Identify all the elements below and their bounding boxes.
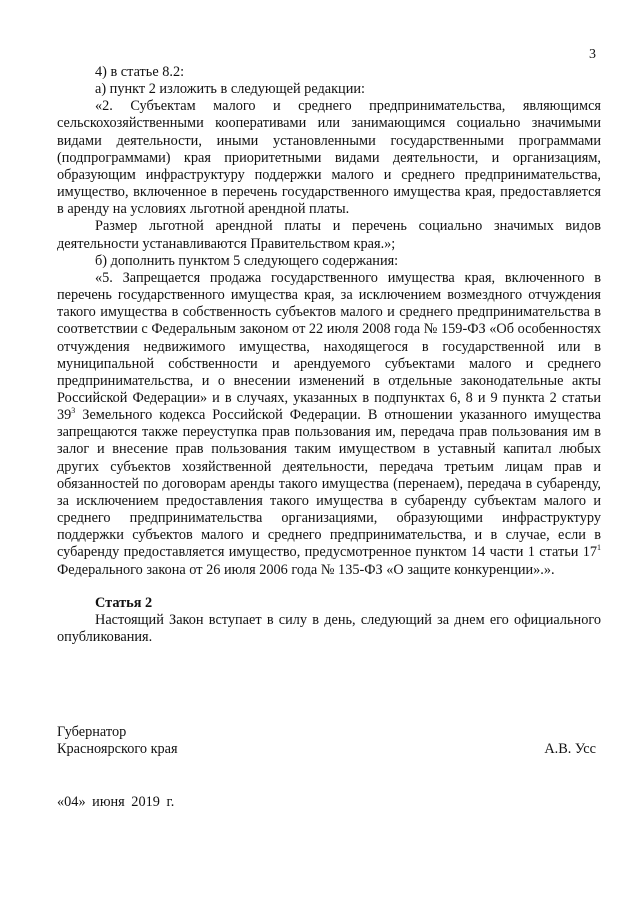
- signatory-region: Красноярского края: [57, 741, 178, 757]
- page-number: 3: [589, 47, 596, 62]
- paragraph-5-part-1: «5. Запрещается продажа государственного имущества края, включенного в перечень государственного имущества края, за исключением возмездного отчуждения такого имущества в собственность субъектов малого и среднего предпринимательства в соответствии с Федеральным законом от 22 июля 2008 года № 159-ФЗ «Об особенностях отчуждения недвижимого имущества, находящегося в государственной или в муниципальной собственности и арендуемого субъектами малого и среднего предпринимательства, и о внесении изменений в отдельные законодательные акты Российской Федерации» и в случаях, указанных в подпунктах 6, 8 и 9 пункта 2 статьи 39: [57, 269, 601, 424]
- signatory-title: Губернатор: [57, 724, 127, 740]
- subitem-b: б) дополнить пунктом 5 следующего содержания:: [95, 252, 399, 269]
- paragraph-2: «2. Субъектам малого и среднего предпринимательства, являющимся сельскохозяйственными кооперативами или занимающимся социально значимыми видами деятельности, иными установленными государственными программами (подпрограммами) края приоритетными видами деятельности, и организациям, образующим инфраструктуру поддержки малого и среднего предпринимательства, имущество, включенное в перечень государственного имущества края, предоставляется в аренду на условиях льготной арендной платы.: [57, 98, 601, 218]
- article-2-text: Настоящий Закон вступает в силу в день, следующий за днем его официального опубликования.: [57, 611, 601, 645]
- paragraph-5: [57, 270, 601, 579]
- paragraph-rent: Размер льготной арендной платы и перечень социально значимых видов деятельности устанавливаются Правительством края.»;: [57, 218, 601, 252]
- article-2-heading: Статья 2: [95, 594, 153, 611]
- item-4: 4) в статье 8.2:: [95, 64, 185, 80]
- superscript-1: 1: [597, 543, 601, 553]
- section-gap: [57, 579, 601, 595]
- superscript-3: 3: [71, 406, 76, 416]
- paragraph-5-part-2: Земельного кодекса Российской Федерации. В отношении указанного имущества запрещаются также переуступка прав пользования им, передача прав пользования им в залог и внесение прав пользования таким имуществом в уставный капитал любых других субъектов хозяйственной деятельности, передача третьим лицам прав и обязанностей по договорам аренды такого имущества (перенаем), передача в субаренду, за исключением предоставления такого имущества в субаренду субъектам малого и среднего предпринимательства организациями, образующими инфраструктуру поддержки субъектов малого и среднего предпринимательства, и в случае, если в субаренду предоставляется имущество, предусмотренное пунктом 14 части 1 статьи 17: [57, 407, 601, 561]
- subitem-a: а) пункт 2 изложить в следующей редакции:: [95, 81, 365, 98]
- signing-date: «04» июня 2019 г.: [57, 794, 175, 810]
- signatory-name: А.В. Усс: [544, 741, 596, 757]
- document-body: [57, 64, 601, 646]
- paragraph-5-part-3: Федерального закона от 26 июля 2006 года № 135-ФЗ «О защите конкуренции».».: [57, 561, 555, 578]
